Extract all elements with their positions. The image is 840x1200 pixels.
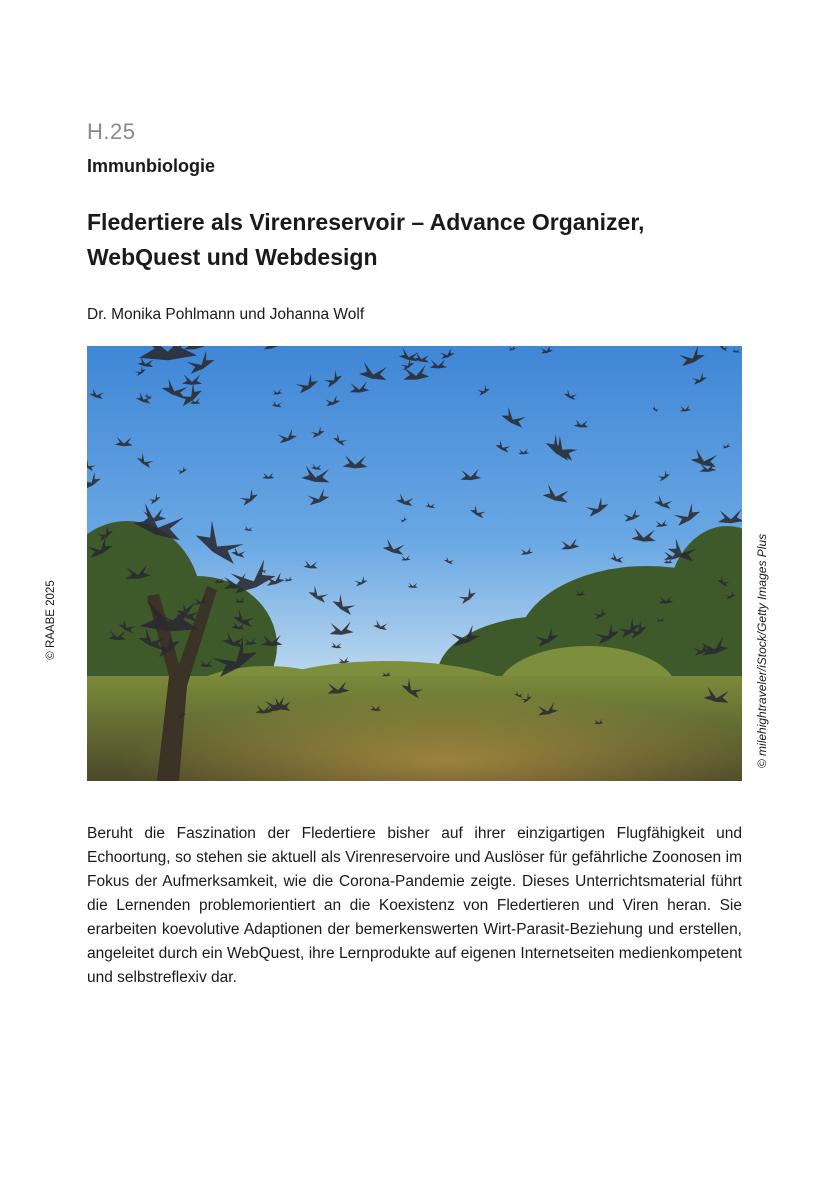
copyright-notice: © RAABE 2025 bbox=[45, 580, 57, 660]
bats-photo bbox=[87, 346, 742, 781]
chapter-code: H.25 bbox=[87, 119, 136, 144]
subject-heading: Immunbiologie bbox=[87, 156, 215, 176]
abstract-paragraph: Beruht die Faszination der Fledertiere bisher auf ihrer einzigartigen Flugfähigkeit und Echoortung, so stehen sie aktuell als Virenreservoire und Auslöser für gefährliche Zoonosen im Fokus der Aufmerksamkeit, wie die Corona-Pandemie zeigte. Dieses Unterrichtsmaterial führt die Lernenden problemorientiert an die Koexistenz von Fledertieren und Viren heran. Sie erarbeiten koevolutive Adaptionen der bemerkenswerten Wirt-Parasit-Beziehung und erstellen, angeleitet durch ein WebQuest, ihre Lernprodukte auf eigenen Internetseiten medienkompetent und selbstreflexiv dar. bbox=[87, 825, 742, 986]
authors: Dr. Monika Pohlmann und Johanna Wolf bbox=[87, 306, 365, 323]
document-title: Fledertiere als Virenreservoir – Advance Organizer, WebQuest und Webdesign bbox=[87, 209, 645, 270]
photo-credit: © milehightraveler/iStock/Getty Images Plus bbox=[755, 533, 769, 769]
